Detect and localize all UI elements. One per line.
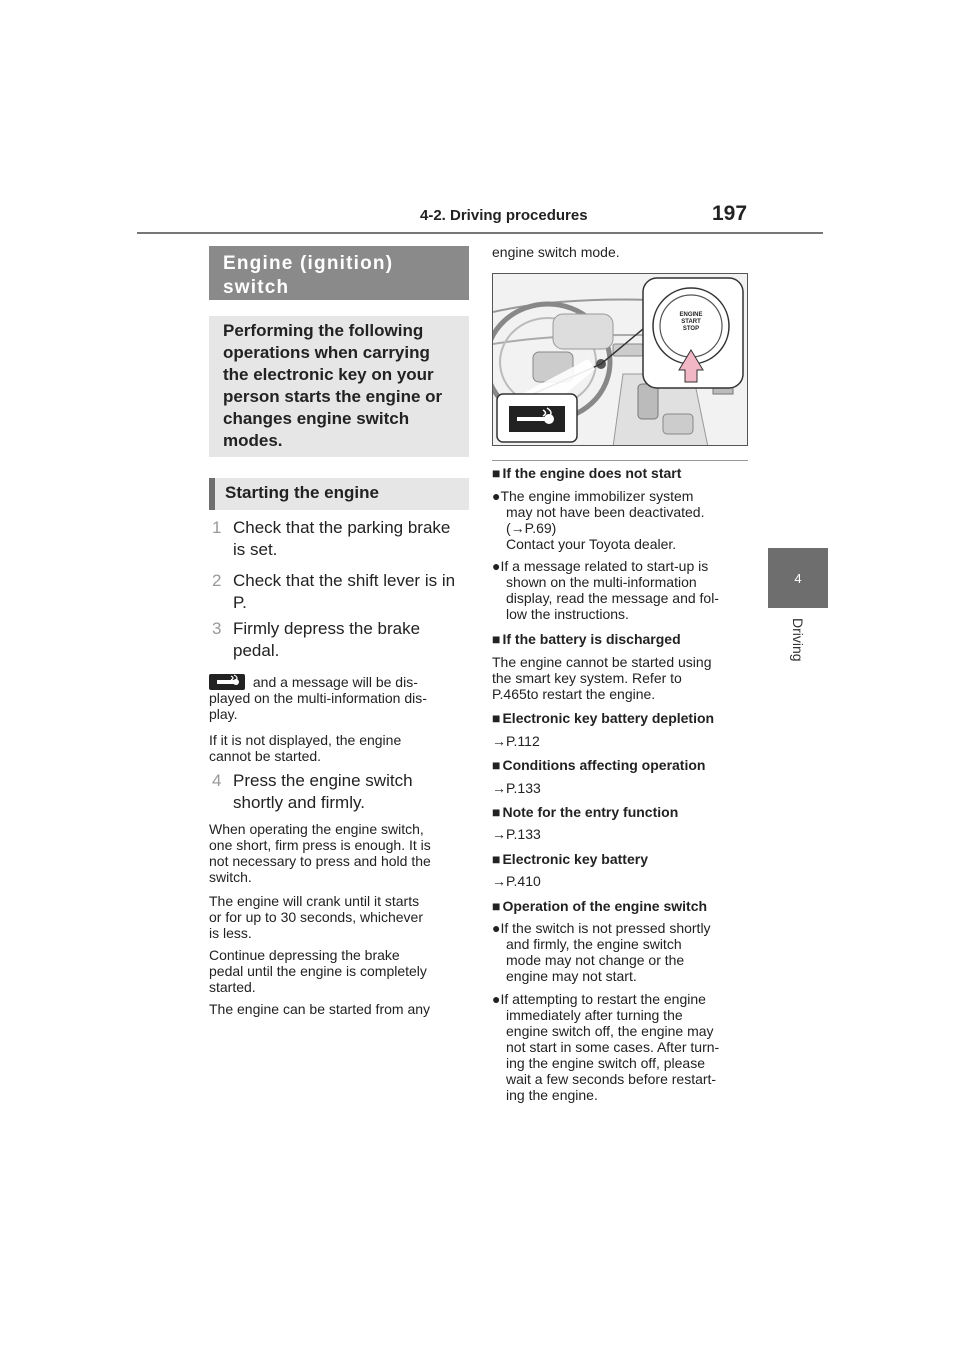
step-1 [209, 517, 471, 561]
intro-line: changes engine switch [223, 409, 410, 428]
step-text: Check that the parking brake is set. [233, 518, 451, 559]
note-not-displayed: If it is not displayed, the engine cannot be started. [209, 732, 402, 764]
paragraph: The engine will crank until it starts or for up to 30 seconds, whichever is less. [209, 893, 424, 941]
dashboard-illustration [492, 273, 748, 446]
step-text: Press the engine switch shortly and firmly. [233, 771, 413, 812]
main-heading-line: Engine (ignition) [223, 253, 394, 274]
subsection-heading: ■ If the battery is discharged [492, 631, 681, 647]
step-2 [209, 570, 471, 614]
engine-start-stop-button-label: ENGINE START STOP [679, 312, 703, 332]
paragraph: When operating the engine switch, one short, firm press is enough. It is not necessary to press and hold the switch. [209, 821, 431, 885]
page-reference-link[interactable]: →P.133 [492, 826, 541, 842]
section-title: 4-2. Driving procedures [420, 207, 588, 224]
intro-line: Performing the following [223, 321, 424, 340]
step-3 [209, 618, 471, 662]
chapter-tab[interactable] [768, 548, 828, 608]
chapter-number: 4 [794, 570, 802, 586]
main-heading [209, 246, 469, 300]
paragraph: Continue depressing the brake pedal until the engine is completely started. [209, 947, 427, 995]
page-reference-link[interactable]: →P.112 [492, 733, 540, 749]
subsection-heading: ■ Electronic key battery [492, 851, 648, 867]
bullet-item: ●If a message related to start-up is shown on the multi-information display, read the message and fol- low the instructions. [492, 558, 719, 622]
subsection-heading: ■ Note for the entry function [492, 804, 679, 820]
page-reference-link[interactable]: →P.410 [492, 873, 541, 889]
paragraph: The engine can be started from any [209, 1001, 431, 1017]
step-text: Firmly depress the brake pedal. [233, 619, 421, 660]
smart-key-indicator-icon [209, 674, 245, 690]
step-4 [209, 770, 471, 814]
step-number: 4 [212, 771, 222, 790]
step-number: 3 [212, 619, 222, 638]
intro-line: operations when carrying [223, 343, 430, 362]
bullet-item: ●If attempting to restart the engine immediately after turning the engine switch off, the engine may not start in some cases. After turn- ing the engine switch off, please wait a few seconds before restart- ing the engine. [492, 991, 720, 1103]
sub-heading: Starting the engine [209, 478, 469, 510]
step-number: 1 [212, 518, 222, 537]
intro-line: the electronic key on your [223, 365, 434, 384]
step-text: Check that the shift lever is in P. [233, 571, 456, 612]
bullet-item: ●The engine immobilizer system may not have been deactivated. (→P.69) Contact your Toyota dealer. [492, 488, 705, 552]
main-heading-line: switch [223, 277, 290, 298]
subsection-heading: ■ If the engine does not start [492, 465, 682, 481]
bullet-item: ●If the switch is not pressed shortly and firmly, the engine switch mode may not change or the engine may not start. [492, 920, 711, 984]
subsection-heading: ■ Conditions affecting operation [492, 757, 706, 773]
subsection-heading: ■ Operation of the engine switch [492, 898, 708, 914]
paragraph: The engine cannot be started using the smart key system. Refer to P.465to restart the engine. [492, 654, 712, 702]
subsection-heading: ■ Electronic key battery depletion [492, 710, 715, 726]
header-divider [137, 232, 823, 234]
intro-box [209, 316, 469, 457]
note-message: and a message will be dis- played on the multi-information dis- play. [209, 674, 427, 722]
page-reference-link[interactable]: →P.133 [492, 780, 541, 796]
chapter-label: Driving [790, 618, 806, 662]
continuation-text: engine switch mode. [492, 244, 620, 260]
step-number: 2 [212, 571, 222, 590]
page-number: 197 [712, 202, 748, 225]
intro-line: modes. [223, 431, 283, 450]
section-divider [492, 460, 748, 461]
intro-line: person starts the engine or [223, 387, 443, 406]
